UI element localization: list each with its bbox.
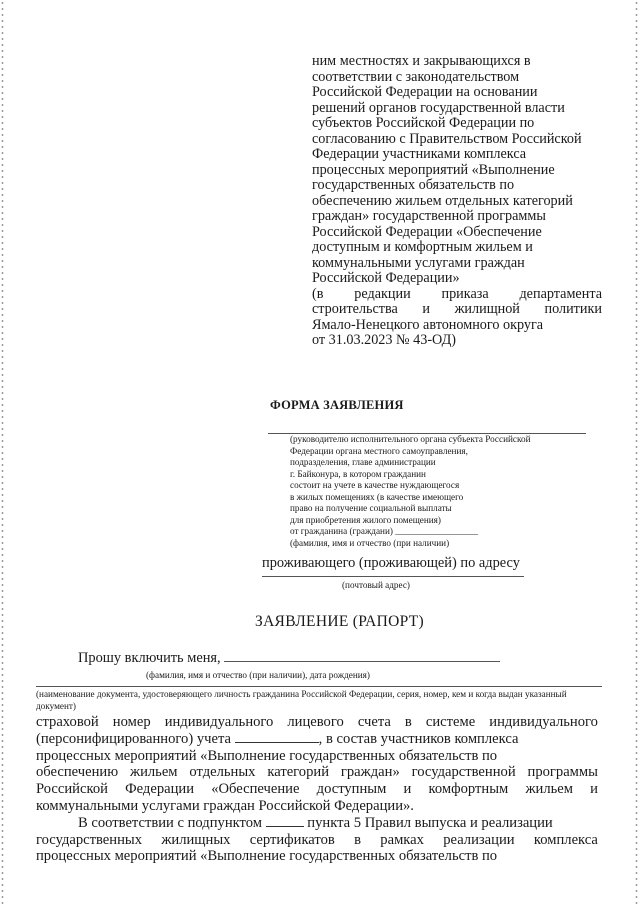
addressee-line: г. Байконура, в котором гражданин [290,468,426,479]
word: и [422,301,431,317]
addressee-line: состоит на учете в качестве нуждающегося [290,480,460,490]
header-line: Российской Федерации «Обеспечение [312,223,542,240]
postal-address-line [262,576,524,578]
addressee-block [268,425,598,549]
word: департамента [519,285,602,302]
ask-caption: (фамилия, имя и отчество (при наличии), дата рождения) [146,670,370,680]
body-line: коммунальными услугами граждан Российской Федерации». [36,797,414,814]
word: (в [312,285,324,302]
header-line: решений органов государственной власти [312,99,565,116]
header-line: коммунальными услугами граждан [312,254,525,271]
word: категорий [267,764,330,781]
word: в [354,831,361,848]
header-line: Российской Федерации» [312,270,460,286]
body-line [36,764,598,781]
word: жилищных [161,831,231,848]
word: комфортным [428,781,509,798]
statement-body [36,714,598,865]
body-line: процессных мероприятий «Выполнение государственных обязательств по [36,848,498,865]
word: политики [544,301,602,317]
word: индивидуального [164,714,274,730]
postal-caption: (почтовый адрес) [342,580,410,590]
word: программы [527,764,598,781]
order-header [312,54,602,349]
word: индивидуального [489,714,598,730]
header-tail-line: Ямало-Ненецкого автономного округа [312,316,544,333]
addressee-line: Федерации органа местного самоуправления, [290,445,468,456]
header-justified-line [312,302,602,318]
word: граждан» [340,764,400,781]
header-line: ним местностях и закрывающихся в [312,53,531,69]
header-line: доступным и комфортным жильем и [312,239,533,255]
addressee-line: от гражданина (граждани) __________________ [290,526,478,536]
word: системе [425,714,476,730]
word: реализации [443,831,515,848]
body-line: (персонифицированного) учета , в состав участников комплекса [36,730,519,747]
ask-blank-line [224,660,500,662]
word: и [590,781,598,798]
word: редакции [354,285,411,302]
body-line [36,832,598,849]
word: отдельных [189,764,256,781]
header-line: Российской Федерации на основании [312,84,538,100]
word: жилищной [454,301,520,317]
word: приказа [441,285,489,302]
addressee-line: в жилых помещениях (в качестве имеющего [290,491,464,502]
header-tail-line: от 31.03.2023 № 43-ОД) [312,332,456,348]
addressee-line: для приобретения жилого помещения) [290,514,441,525]
ask-row [78,650,500,667]
header-line: Федерации участниками комплекса [312,146,527,162]
word: в [404,714,412,730]
header-justified-line [312,287,602,303]
header-line: субъектов Российской Федерации по [312,115,535,131]
header-line: граждан» государственной программы [312,208,546,224]
word: обеспечению [36,764,119,781]
word: Российской [36,781,108,798]
word: строительства [312,301,398,317]
header-line: соответствии с законодательством [312,68,520,85]
word: комплекса [533,831,598,848]
subparagraph-blank [266,825,304,827]
ask-text: Прошу включить меня, [78,650,221,666]
word: лицевого [287,714,344,730]
form-title: ФОРМА ЗАЯВЛЕНИЯ [270,398,404,412]
scan-edge-left [1,0,4,905]
scan-edge-right [635,0,638,905]
word: счета [357,714,391,730]
body-line: процессных мероприятий «Выполнение государственных обязательств по [36,747,498,764]
word: жильем [525,781,573,798]
header-line: согласованию с Правительством Российской [312,130,582,147]
residing-label: проживающего (проживающей) по адресу [262,555,520,571]
document-caption: (наименование документа, удостоверяющего личность гражданина Российской Федерации, серия, номер, кем и когда выдан указанный документ) [36,689,567,711]
word: Федерации [125,781,195,798]
accounting-blank [235,741,319,743]
document-blank-line [36,686,602,687]
word: номер [112,714,151,730]
word: страховой [36,714,99,730]
word: жильем [130,764,178,781]
header-line: процессных мероприятий «Выполнение [312,161,555,178]
word: сертификатов [249,831,335,848]
word: рамках [380,831,424,848]
addressee-line: (руководителю исполнительного органа субъекта Российской [290,434,531,444]
word: доступным [316,781,387,798]
word: «Обеспечение [211,781,300,798]
word: государственных [36,831,143,848]
header-line: обеспечению жильем отдельных категорий [312,192,573,209]
header-line: государственных обязательств по [312,177,515,193]
body-line [36,781,598,798]
word: государственной [411,764,516,781]
statement-title: ЗАЯВЛЕНИЕ (РАПОРТ) [255,613,424,630]
addressee-blank-line [268,425,586,434]
addressee-line: право на получение социальной выплаты [290,503,452,513]
body-line: В соответствии с подпунктом пункта 5 Правил выпуска и реализации [78,814,553,831]
word: и [403,781,412,798]
body-line [36,714,598,731]
addressee-line: подразделения, главе администрации [290,457,436,467]
fio-caption: (фамилия, имя и отчество (при наличии) [290,537,450,548]
